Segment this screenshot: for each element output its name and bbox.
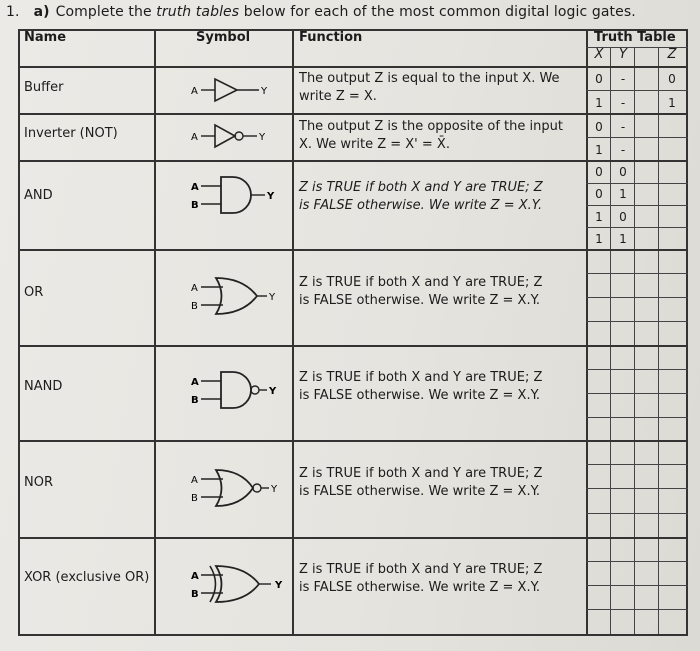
function-nor-line2: is FALSE otherwise. We write Z = X.Y.: [299, 484, 541, 499]
table-border-right: [686, 29, 688, 636]
function-nor: [299, 465, 579, 501]
nand-pin-a: A: [191, 377, 199, 388]
or-pin-a: A: [191, 283, 198, 294]
function-and: [299, 179, 579, 215]
tt-and-r2-x: 1: [595, 210, 603, 224]
nor-pin-b: B: [191, 493, 198, 504]
function-nand-line1: Z is TRUE if both X and Y are TRUE; Z: [299, 370, 543, 385]
truth-line: [586, 273, 688, 274]
tt-and-r1-y: 1: [619, 187, 627, 201]
function-or: [299, 274, 579, 310]
truth-line: [586, 205, 688, 206]
header-z: Z: [667, 47, 677, 62]
or-pin-y: Y: [269, 292, 276, 303]
function-buffer-line2: write Z = X.: [299, 89, 377, 104]
truth-col-divider-xy: [610, 47, 611, 636]
function-xor-line1: Z is TRUE if both X and Y are TRUE; Z: [299, 562, 543, 577]
function-nand: [299, 369, 579, 405]
truth-line: [586, 227, 688, 228]
function-nand-line2: is FALSE otherwise. We write Z = X.Y.: [299, 388, 541, 403]
question-text-after: below for each of the most common digital logic gates.: [243, 4, 636, 20]
and-pin-a: A: [191, 182, 199, 193]
xor-pin-y: Y: [275, 580, 283, 591]
truth-line: [586, 417, 688, 418]
tt-inverter-r1-y: -: [620, 143, 626, 157]
truth-line: [586, 609, 688, 610]
function-and-line2: is FALSE otherwise. We write Z = X.Y.: [299, 198, 543, 213]
truth-line: [586, 369, 688, 370]
and-gate-icon: [161, 172, 291, 218]
table-border-bottom: [18, 634, 688, 636]
logic-gates-table: [18, 29, 688, 636]
question-text-emphasis: truth tables: [156, 4, 240, 20]
buffer-pin-y: Y: [261, 86, 268, 97]
row-line-header: [18, 66, 688, 68]
header-symbol: Symbol: [196, 30, 251, 45]
gate-name-or: OR: [24, 285, 44, 300]
question-part: a): [33, 4, 50, 20]
truth-line: [586, 321, 688, 322]
tt-and-r2-y: 0: [619, 210, 627, 224]
tt-and-r1-x: 0: [595, 187, 603, 201]
tt-buffer-r0-z: 0: [668, 72, 676, 86]
question-title: [6, 4, 636, 20]
table-border-left: [18, 29, 20, 636]
tt-inverter-r0-y: -: [620, 120, 626, 134]
function-xor-line2: is FALSE otherwise. We write Z = X.Y.: [299, 580, 541, 595]
truth-line: [586, 297, 688, 298]
column-divider-name-symbol: [154, 29, 156, 636]
function-and-line1: Z is TRUE if both X and Y are TRUE; Z: [299, 180, 543, 195]
function-inverter-line1: The output Z is the opposite of the input: [299, 119, 563, 134]
truth-line: [586, 585, 688, 586]
tt-buffer-r1-x: 1: [595, 96, 603, 110]
inverter-pin-a: A: [191, 132, 198, 143]
buffer-gate-icon: [161, 67, 291, 113]
xor-pin-b: B: [191, 589, 199, 600]
nand-gate-icon: [161, 367, 291, 413]
truth-line: [586, 513, 688, 514]
function-or-line1: Z is TRUE if both X and Y are TRUE; Z: [299, 275, 543, 290]
gate-name-nand: NAND: [24, 379, 63, 394]
gate-name-and: AND: [24, 188, 53, 203]
tt-inverter-r1-x: 1: [595, 143, 603, 157]
row-line-and: [18, 249, 688, 251]
gate-name-nor: NOR: [24, 475, 53, 490]
xor-pin-a: A: [191, 571, 199, 582]
truth-col-divider-z: [658, 47, 659, 636]
truth-col-divider-yz: [634, 47, 635, 636]
and-pin-y: Y: [267, 191, 275, 202]
or-gate-icon: [161, 273, 291, 319]
row-line-nand: [18, 440, 688, 442]
tt-and-r3-y: 1: [619, 232, 627, 246]
tt-buffer-r0-x: 0: [595, 72, 603, 86]
tt-buffer-r1-z: 1: [668, 96, 676, 110]
tt-and-r0-x: 0: [595, 165, 603, 179]
gate-name-buffer: Buffer: [24, 80, 64, 95]
nor-pin-a: A: [191, 475, 198, 486]
question-number: 1.: [6, 4, 20, 20]
truth-line: [586, 90, 688, 91]
tt-and-r0-y: 0: [619, 165, 627, 179]
column-divider-symbol-function: [292, 29, 294, 636]
function-buffer: [299, 70, 579, 106]
truth-line: [586, 464, 688, 465]
tt-inverter-r0-x: 0: [595, 120, 603, 134]
function-inverter-line2: X. We write Z = X' = X̄.: [299, 137, 450, 152]
tt-buffer-r0-y: -: [620, 72, 626, 86]
truth-line: [586, 488, 688, 489]
function-xor: [299, 561, 579, 597]
buffer-pin-a: A: [191, 86, 198, 97]
truth-line: [586, 183, 688, 184]
question-text-before: Complete the: [55, 4, 152, 20]
header-y: Y: [619, 47, 627, 62]
row-line-buffer: [18, 113, 688, 115]
truth-line: [586, 393, 688, 394]
inverter-gate-icon: [161, 113, 291, 159]
tt-and-r3-x: 1: [595, 232, 603, 246]
row-line-nor: [18, 537, 688, 539]
row-line-inverter: [18, 160, 688, 162]
inverter-pin-y: Y: [259, 132, 266, 143]
function-or-line2: is FALSE otherwise. We write Z = X.Y.: [299, 293, 541, 308]
function-nor-line1: Z is TRUE if both X and Y are TRUE; Z: [299, 466, 543, 481]
truth-line: [586, 137, 688, 138]
function-inverter: [299, 118, 579, 154]
and-pin-b: B: [191, 200, 199, 211]
header-name: Name: [24, 30, 67, 45]
nor-pin-y: Y: [271, 484, 278, 495]
header-truth-table: Truth Table: [594, 30, 676, 45]
nand-pin-y: Y: [269, 386, 277, 397]
tt-buffer-r1-y: -: [620, 96, 626, 110]
gate-name-inverter: Inverter (NOT): [24, 126, 118, 141]
header-x: X: [594, 47, 604, 62]
or-pin-b: B: [191, 301, 198, 312]
header-function: Function: [299, 30, 363, 45]
function-buffer-line1: The output Z is equal to the input X. We: [299, 71, 560, 86]
gate-name-xor: XOR (exclusive OR): [24, 570, 150, 585]
xor-gate-icon: [161, 561, 291, 607]
nand-pin-b: B: [191, 395, 199, 406]
row-line-or: [18, 345, 688, 347]
nor-gate-icon: [161, 465, 291, 511]
truth-line: [586, 561, 688, 562]
